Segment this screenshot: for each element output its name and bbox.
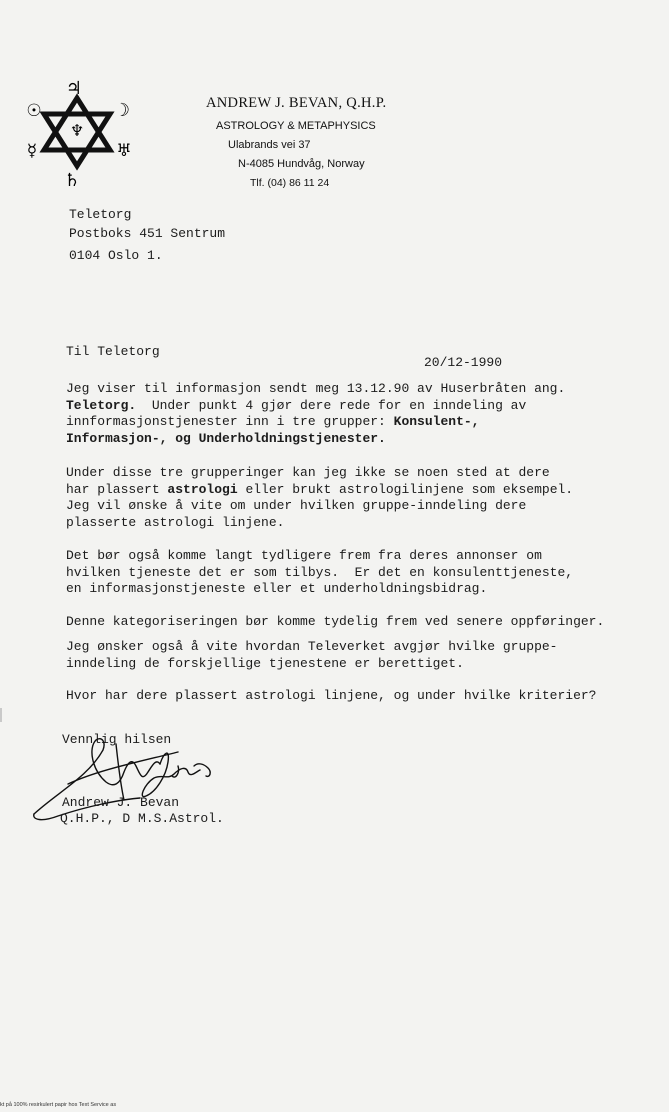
astrology-logo	[22, 78, 142, 193]
body-line	[66, 548, 573, 565]
letterhead-street: Ulabrands vei 37	[228, 139, 311, 151]
body-line	[66, 381, 565, 398]
body-bold-run: Teletorg.	[66, 397, 137, 413]
neptune-glyph: ♆	[69, 121, 85, 140]
body-line	[66, 482, 573, 499]
body-line	[66, 515, 573, 532]
body-paragraph-5	[66, 639, 557, 672]
body-line	[66, 688, 597, 705]
body-line	[66, 414, 565, 431]
body-bold-run: astrologi	[167, 481, 238, 497]
body-text-run: hvilken tjeneste det er som tilbys. Er det en konsulenttjeneste,	[66, 564, 574, 580]
body-text-run: Jeg vil ønske å vite om under hvilken gruppe-inndeling dere	[66, 498, 527, 513]
body-line	[66, 581, 573, 598]
body-line	[66, 431, 565, 448]
body-text-run: Denne kategoriseringen bør komme tydelig frem ved senere oppføringer.	[66, 614, 605, 629]
letterhead-name: ANDREW J. BEVAN, Q.H.P.	[206, 95, 387, 111]
body-text-run: har plassert	[66, 481, 168, 497]
closing: Vennlig hilsen	[62, 732, 172, 747]
body-text-run: inndeling de forskjellige tjenestene er berettiget.	[66, 655, 464, 671]
body-paragraph-1	[66, 381, 565, 447]
jupiter-glyph: ♃	[65, 78, 83, 99]
letterhead-city: N-4085 Hundvåg, Norway	[238, 158, 365, 170]
recipient-line-1: Teletorg	[69, 207, 132, 222]
body-line	[66, 565, 573, 582]
signer-name: Andrew J. Bevan	[62, 795, 180, 810]
body-paragraph-3	[66, 548, 573, 598]
body-text-run: en informasjonstjeneste eller et underholdningsbidrag.	[66, 581, 488, 596]
body-text-run: Hvor har dere plassert astrologi linjene, og under hvilke kriterier?	[66, 688, 597, 703]
body-text-run: Jeg viser til informasjon sendt meg 13.12.90 av Huserbråten ang.	[66, 381, 566, 396]
body-text-run: Det bør også komme langt tydligere frem fra deres annonser om	[66, 548, 542, 563]
scan-artifact	[0, 708, 2, 722]
body-text-run: plasserte astrologi linjene.	[66, 514, 285, 530]
salutation: Til Teletorg	[66, 344, 160, 359]
letter-date: 20/12-1990	[424, 355, 503, 370]
moon-glyph: ☽	[113, 100, 131, 121]
uranus-glyph: ♅	[116, 141, 132, 161]
saturn-glyph: ♄	[63, 170, 81, 191]
mercury-glyph: ☿	[26, 141, 38, 161]
body-line	[66, 656, 557, 673]
recipient-line-3: 0104 Oslo 1.	[69, 248, 163, 263]
letterhead-subtitle: ASTROLOGY & METAPHYSICS	[216, 120, 376, 132]
body-line	[66, 398, 565, 415]
letterhead-phone: Tlf. (04) 86 11 24	[250, 177, 330, 189]
body-text-run: eller brukt astrologilinjene som eksempel.	[237, 481, 574, 497]
body-line	[66, 465, 573, 482]
body-paragraph-4	[66, 614, 604, 631]
body-text-run: innformasjonstjenester inn i tre grupper:	[66, 414, 394, 429]
footer-print-note: kt på 100% resirkulert papir hos Text Service as	[0, 1102, 117, 1108]
recipient-line-2: Postboks 451 Sentrum	[69, 226, 226, 241]
body-line	[66, 614, 604, 631]
body-paragraph-2	[66, 465, 573, 531]
body-text-run: Under disse tre grupperinger kan jeg ikke se noen sted at dere	[66, 465, 550, 480]
body-bold-run: Informasjon-, og Underholdningstjenester.	[66, 430, 386, 446]
body-text-run: Jeg ønsker også å vite hvordan Televerket avgjør hvilke gruppe-	[66, 639, 558, 654]
signer-title: Q.H.P., D M.S.Astrol.	[60, 811, 224, 826]
body-line	[66, 639, 557, 656]
body-line	[66, 498, 573, 515]
body-bold-run: Konsulent-,	[393, 414, 480, 429]
body-text-run: Under punkt 4 gjør dere rede for en inndeling av	[136, 397, 527, 413]
body-paragraph-6	[66, 688, 597, 705]
sun-glyph: ☉	[26, 101, 42, 121]
